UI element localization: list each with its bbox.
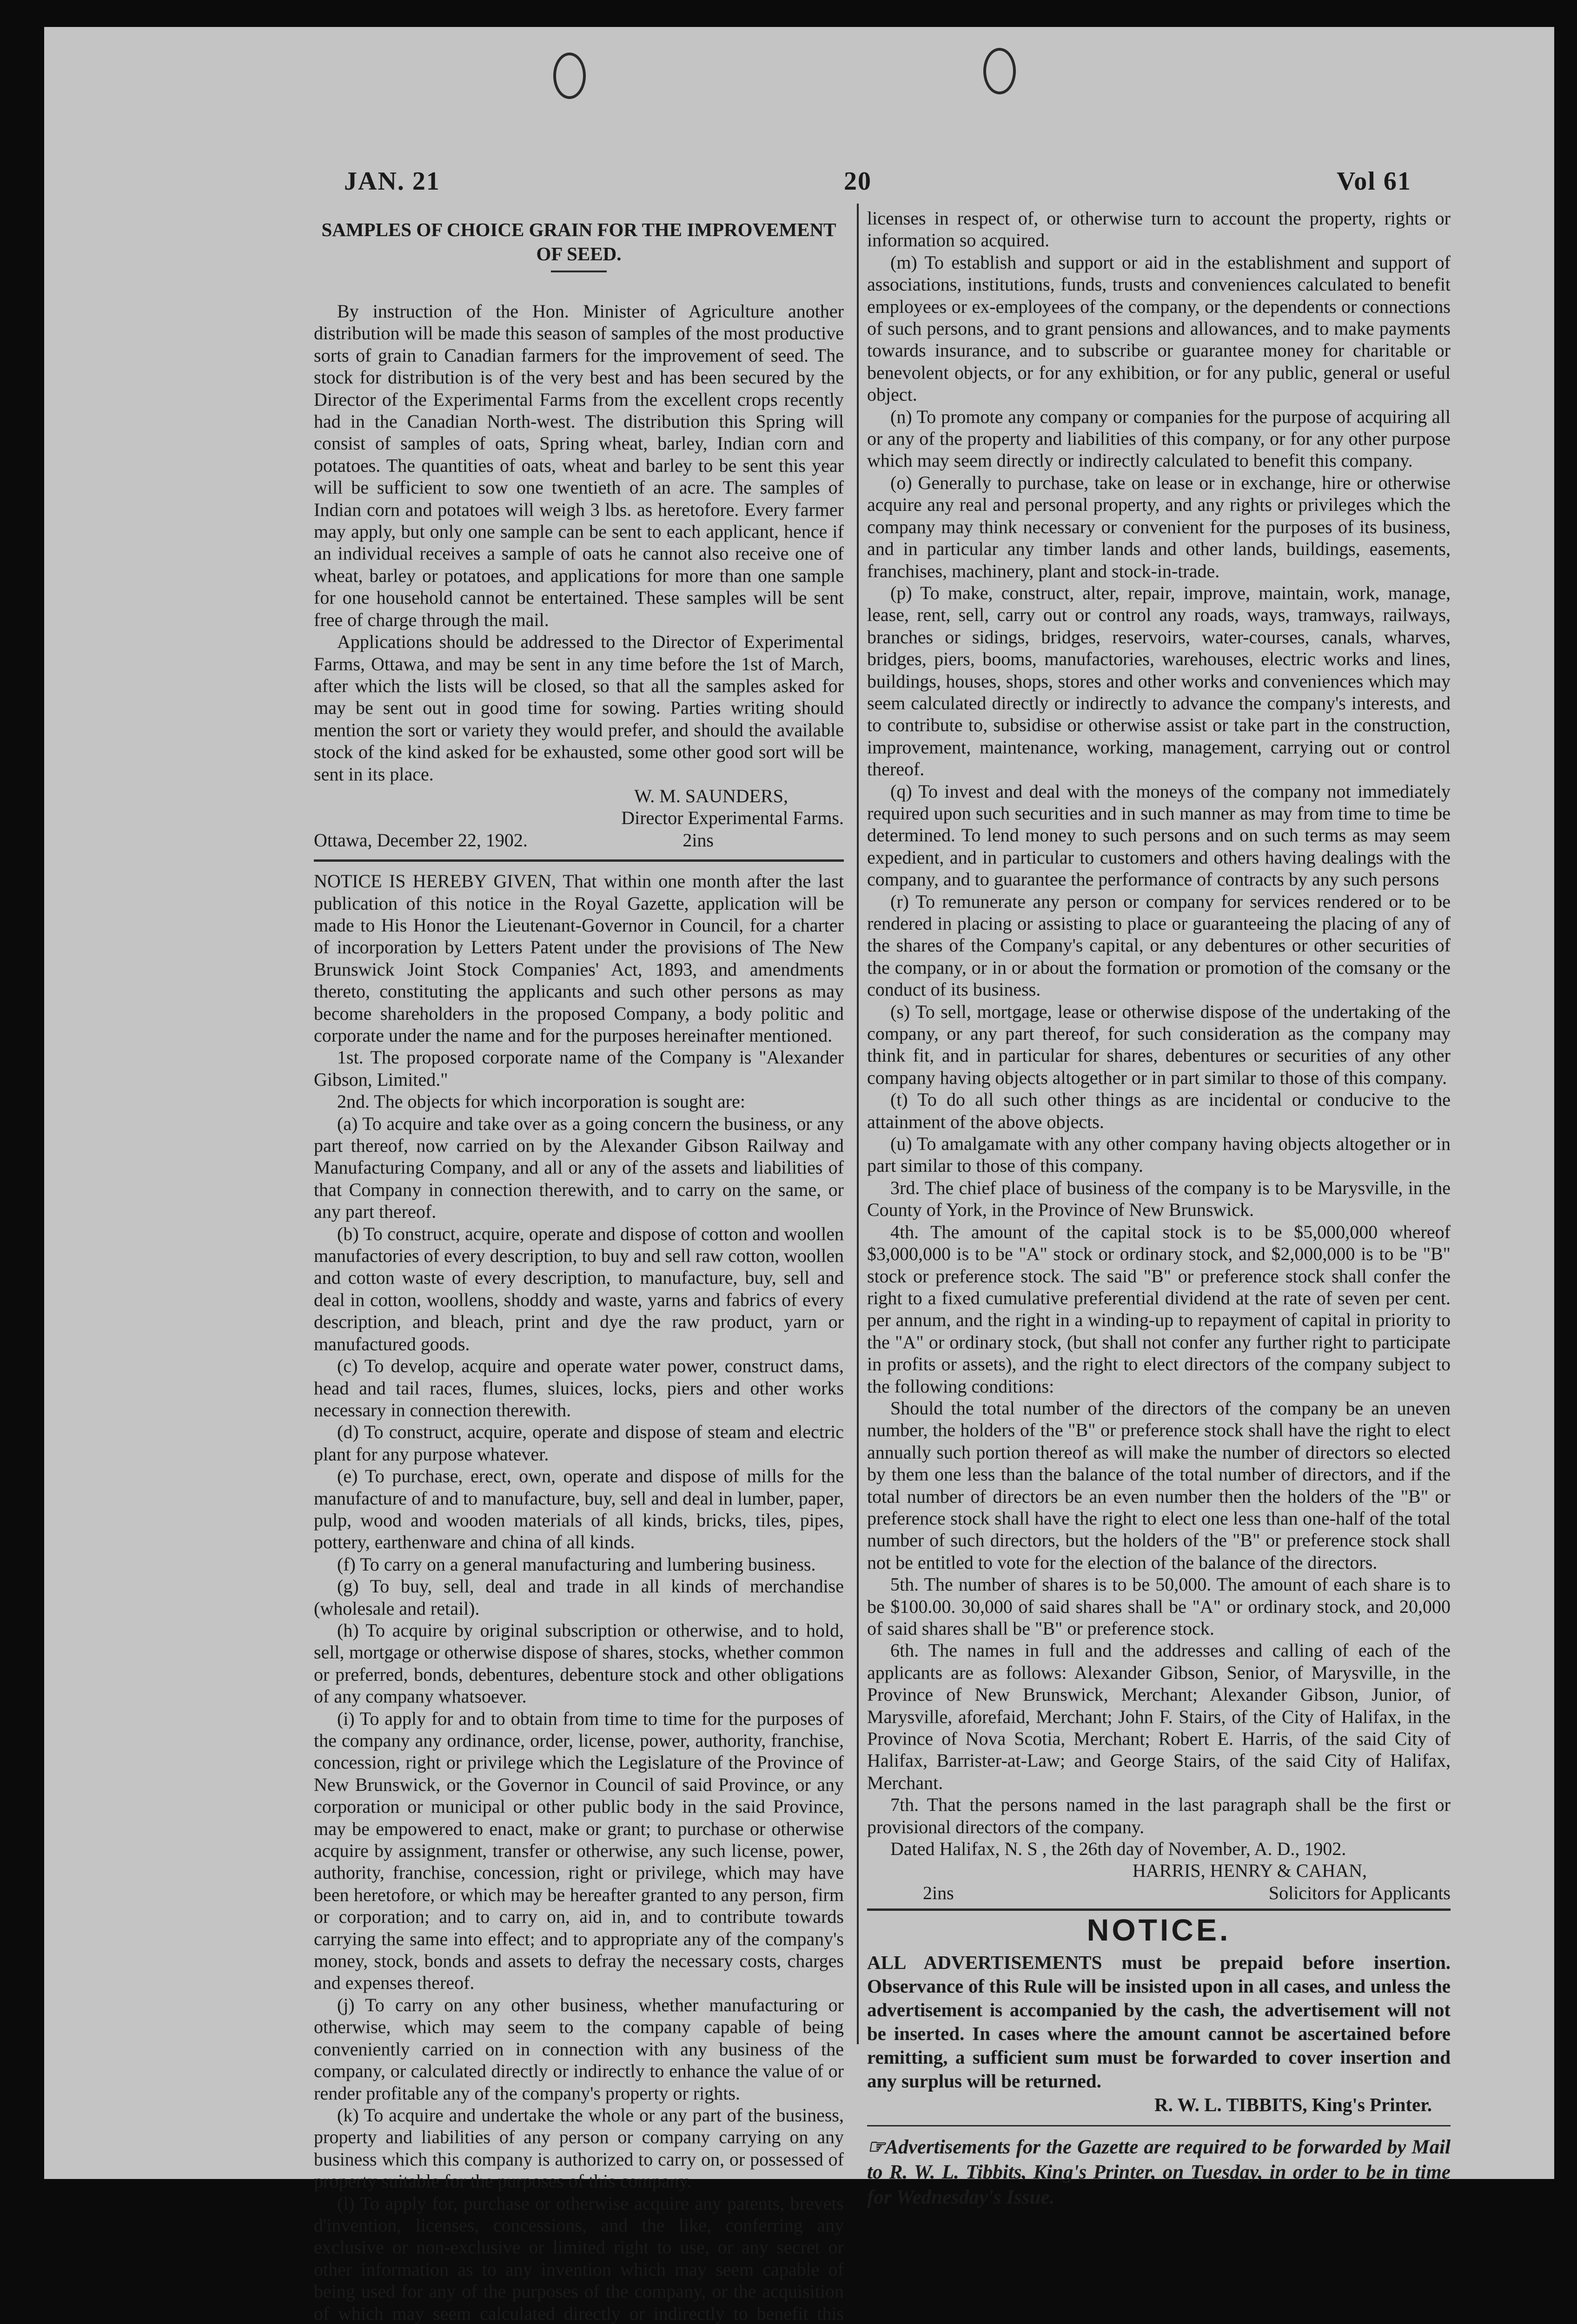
header-date: JAN. 21 (344, 167, 440, 196)
right-column (867, 207, 1451, 2210)
object-item: (e) To purchase, erect, own, operate and dispose of mills for the manufacture of and to manufacture, buy, sell and deal in lumber, paper, pulp, wood and wooden materials of all kinds, bricks, tiles, pipes, pottery, earthenware and china of all kinds. (314, 1466, 844, 1553)
notice-item: 7th. That the persons named in the last paragraph shall be the first or provisional directors of the company. (867, 1794, 1451, 1837)
object-item: (i) To apply for and to obtain from time to time for the purposes of the company any ordinance, order, license, power, authority, franchise, concession, right or privilege which the Legislature of the Province of New Brunswick, or the Governor in Council of said Province, or any corporation or municipal or other public body in the said Province, may be empowered to enact, make or grant; to purchase or otherwise acquire by assignment, transfer or otherwise, any such license, power, authority, franchise, concession, right or privilege, which may have been heretofore, or which may be hereafter granted to any person, firm or corporation; and to carry on, aid in, and to contribute towards carrying the same into effect; and to appropriate any of the company's money, stock, bonds and assets to defray the necessary costs, charges and expenses thereof. (314, 1708, 844, 1994)
object-item: (h) To acquire by original subscription or otherwise, and to hold, sell, mortgage or otherwise dispose of shares, stocks, whether common or preferred, bonds, debentures, debenture stock and other obligations of any company whatsoever. (314, 1619, 844, 1707)
gazette-page (44, 27, 1554, 2324)
notice-item: 5th. The number of shares is to be 50,000. The amount of each share is to be $100.00. 30,000 of said shares shall be "A" or ordinary stock, and 20,000 of said shares shall be "B" or preference stock. (867, 1574, 1451, 1639)
object-item: (p) To make, construct, alter, repair, improve, maintain, work, manage, lease, rent, sell, carry out or control any roads, ways, tramways, railways, branches or sidings, bridges, reservoirs, water-courses, canals, wharves, bridges, piers, booms, manufactories, warehouses, electric works and lines, buildings, houses, shops, stores and other works and conveniences which may seem calculated directly or indirectly to advance the company's interests, and to contribute to, subsidise or otherwise assist or take part in the construction, improvement, maintenance, working, management, carrying out or control thereof. (867, 582, 1451, 780)
notice-item: 6th. The names in full and the addresses and calling of each of the applicants are as follows: Alexander Gibson, Senior, of Marysville, in the Province of New Brunswick, Merchant; Alexander Gibson, Junior, of Marysville, aforefaid, Merchant; John F. Stairs, of the City of Halifax, in the Province of Nova Scotia, Merchant; Robert E. Harris, of the said City of Halifax, Barrister-at-Law; and George Stairs, of the said City of Halifax, Merchant. (867, 1640, 1451, 1793)
object-item: (a) To acquire and take over as a going concern the business, or any part thereof, now carried on by the Alexander Gibson Railway and Manufacturing Company, and all or any of the assets and liabilities of that Company in connection therewith, and to carry on the same, or any part thereof. (314, 1113, 844, 1222)
dateline: Ottawa, December 22, 1902. (314, 829, 528, 851)
header-volume: Vol 61 (1337, 167, 1411, 196)
notice-intro: NOTICE IS HEREBY GIVEN, That within one month after the last publication of this notice in the Royal Gazette, application will be made to His Honor the Lieutenant-Governor in Council, for a charter of incorporation by Letters Patent under the provisions of The New Brunswick Joint Stock Companies' Act, 1893, and amendments thereto, constituting the applicants and such other persons as may become shareholders in the proposed Company, a body politic and corporate under the name and for the purposes hereinafter mentioned. (314, 871, 844, 1046)
notice-item: 2nd. The objects for which incorporation is sought are: (337, 1091, 745, 1112)
section-rule (867, 1908, 1451, 1911)
object-item: (f) To carry on a general manufacturing and lumbering business. (337, 1553, 816, 1575)
notice-body: ALL ADVERTISEMENTS must be prepaid before insertion. Observance of this Rule will be insisted upon in all cases, and unless the advertisement is accompanied by the cash, the advertisement will not be inserted. In cases where the amount cannot be ascertained before remitting, a sufficient sum must be forwarded to cover insertion and any surplus will be returned. (867, 1951, 1451, 2092)
binding-hole (983, 48, 1016, 94)
object-item: (d) To construct, acquire, operate and dispose of steam and electric plant for any purpose whatever. (314, 1421, 844, 1465)
notice-heading: NOTICE. (1087, 1913, 1231, 1948)
object-item: (n) To promote any company or companies for the purpose of acquiring all or any of the property and liabilities of this company, or for any other purpose which may seem directly or indirectly calculated to benefit this company. (867, 406, 1451, 471)
article-title: SAMPLES OF CHOICE GRAIN FOR THE IMPROVEMENT OF SEED. (321, 219, 836, 264)
notice-item: 1st. The proposed corporate name of the Company is "Alexander Gibson, Limited." (314, 1047, 844, 1090)
signature-name: W. M. SAUNDERS, (634, 785, 788, 806)
title-rule (551, 271, 607, 272)
object-item: (j) To carry on any other business, whether manufacturing or otherwise, which may seem to the company capable of being conveniently carried on in connection with any business of the company, or calculated directly or indirectly to enhance the value of or render profitable any of the company's property or rights. (314, 1994, 844, 2104)
object-item: (r) To remunerate any person or company for services rendered or to be rendered in placing or assisting to place or guaranteeing the placing of any of the shares of the Company's capital, or any debentures or other securities of the company, or in or about the formation or promotion of the comsany or the conduct of its business. (867, 891, 1451, 1000)
section-rule (314, 859, 844, 862)
object-item: licenses in respect of, or otherwise turn to account the property, rights or information so acquired. (867, 208, 1451, 251)
object-item: (s) To sell, mortgage, lease or otherwise dispose of the undertaking of the company, or any part thereof, for such consideration as the company may think fit, and in particular for shares, debentures or securities of any other company having objects altogether or in part similar to those of this company. (867, 1001, 1451, 1088)
notice-item: 3rd. The chief place of business of the company is to be Marysville, in the County of York, in the Province of New Brunswick. (867, 1177, 1451, 1221)
signature-title: Director Experimental Farms. (621, 807, 844, 829)
binding-hole (553, 53, 586, 99)
solicitors-line: Solicitors for Applicants (1268, 1882, 1451, 1903)
header-page-number: 20 (844, 167, 872, 196)
advertisement-instructions: ☞Advertisements for the Gazette are required to be forwarded by Mail to R. W. L. Tibbits, King's Printer, on Tuesday, in order to be in time for Wednesday's Issue. (867, 2136, 1451, 2208)
notice-dated: Dated Halifax, N. S , the 26th day of November, A. D., 1902. (890, 1838, 1346, 1860)
insertion-count: 2ins (682, 829, 714, 851)
object-item: (c) To develop, acquire and operate water power, construct dams, head and tail races, flumes, sluices, locks, piers and other works necessary in connection therewith. (314, 1355, 844, 1420)
object-item: (g) To buy, sell, deal and trade in all kinds of merchandise (wholesale and retail). (314, 1576, 844, 1619)
article-paragraph: Applications should be addressed to the Director of Experimental Farms, Ottawa, and may be sent in any time before the 1st of March, after which the lists will be closed, so that all the samples asked for may be sent out in good time for sowing. Parties writing should mention the sort or variety they would prefer, and should the available stock of the kind asked for be exhausted, some other good sort will be sent in its place. (314, 631, 844, 785)
object-item: (l) To apply for, purchase or otherwise acquire any patents, brevets d'invention, licenses, concessions, and the like, conferring any exclusive or non-exclusive or limited right to use, or any secret or other information as to any invention which may seem capable of being used for any of the purposes of the company, or the acquisition of which may seem calculated directly or indirectly to benefit this (314, 2192, 844, 2324)
object-item: (q) To invest and deal with the moneys of the company not immediately required upon such securities and in such manner as may from time to time be determined. To lend money to such persons and on such terms as may seem expedient, and in particular to customers and others having dealings with the company, and to guarantee the performance of contracts by any such persons (867, 780, 1451, 890)
printer-signature: R. W. L. TIBBITS, King's Printer. (1154, 2093, 1432, 2115)
object-item: (k) To acquire and undertake the whole or any part of the business, property and liabilities of any person or company carrying on any business which this company is authorized to carry on, or possessed of property suitable for the purposes of this company. (314, 2104, 844, 2192)
object-item: (u) To amalgamate with any other company having objects altogether or in part similar to those of this company. (867, 1133, 1451, 1176)
object-item: (m) To establish and support or aid in the establishment and support of associations, institutions, funds, trusts and conveniences calculated to benefit employees or ex-employees of the company, or the dependents or connections of such persons, and to grant pensions and allowances, and to make payments towards insurance, and to subscribe or guarantee money for charitable or benevolent objects, or for any exhibition, or for any public, general or useful object. (867, 251, 1451, 405)
insertion-count: 2ins (923, 1882, 954, 1903)
section-rule (867, 2125, 1451, 2126)
notice-item: 4th. The amount of the capital stock is to be $5,000,000 whereof $3,000,000 is to be "A" stock or ordinary stock, and $2,000,000 is to be "B" stock or preference stock. The said "B" or preference stock shall confer the right to a fixed cumulative preferential dividend at the rate of seven per cent. per annum, and the right in a winding-up to repayment of capital in priority to the "A" or ordinary stock, (but shall not confer any further right to participate in profits or assets), and the right to elect directors of the company subject to the following conditions: (867, 1221, 1451, 1397)
firm-name: HARRIS, HENRY & CAHAN, (1132, 1860, 1367, 1882)
article-paragraph: By instruction of the Hon. Minister of Agriculture another distribution will be made this season of samples of the most productive sorts of grain to Canadian farmers for the improvement of seed. The stock for distribution is of the very best and has been secured by the Director of the Experimental Farms from the excellent crops recently had in the Canadian North-west. The distribution this Spring will consist of samples of oats, Spring wheat, barley, Indian corn and potatoes. The quantities of oats, wheat and barley to be sent this year will be sufficient to sow one twentieth of an acre. The samples of Indian corn and potatoes will weigh 3 lbs. as heretofore. Every farmer may apply, but only one sample can be sent to each applicant, hence if an individual receives a sample of oats he cannot also receive one of wheat, barley or potatoes, and applications for more than one sample for one household cannot be entertained. These samples will be sent free of charge through the mail. (314, 301, 844, 630)
left-column (314, 218, 844, 2324)
column-divider (857, 204, 859, 2044)
notice-item: Should the total number of the directors of the company be an uneven number, the holders of the "B" or preference stock shall have the right to elect annually such portion thereof as will make the number of directors so elected by them one less than the balance of the total number of directors, and if the total number of directors be an even number then the holders of the "B" or preference stock shall have the right to elect one less than one-half of the total number of such directors, but the holders of the "B" or preference stock shall not be entitled to vote for the election of the balance of the directors. (867, 1397, 1451, 1573)
object-item: (t) To do all such other things as are incidental or conducive to the attainment of the above objects. (867, 1089, 1451, 1132)
object-item: (b) To construct, acquire, operate and dispose of cotton and woollen manufactories of every description, to buy and sell raw cotton, woollen and cotton waste of every description, to manufacture, buy, sell and deal in cotton, woollens, shoddy and waste, yarns and fabrics of every description, and bleach, print and dye the raw product, yarn or manufactured goods. (314, 1223, 844, 1354)
object-item: (o) Generally to purchase, take on lease or in exchange, hire or otherwise acquire any real and personal property, and any rights or privileges which the company may think necessary or convenient for the purposes of its business, and in particular any timber lands and other lands, buildings, easements, franchises, machinery, plant and stock-in-trade. (867, 472, 1451, 581)
